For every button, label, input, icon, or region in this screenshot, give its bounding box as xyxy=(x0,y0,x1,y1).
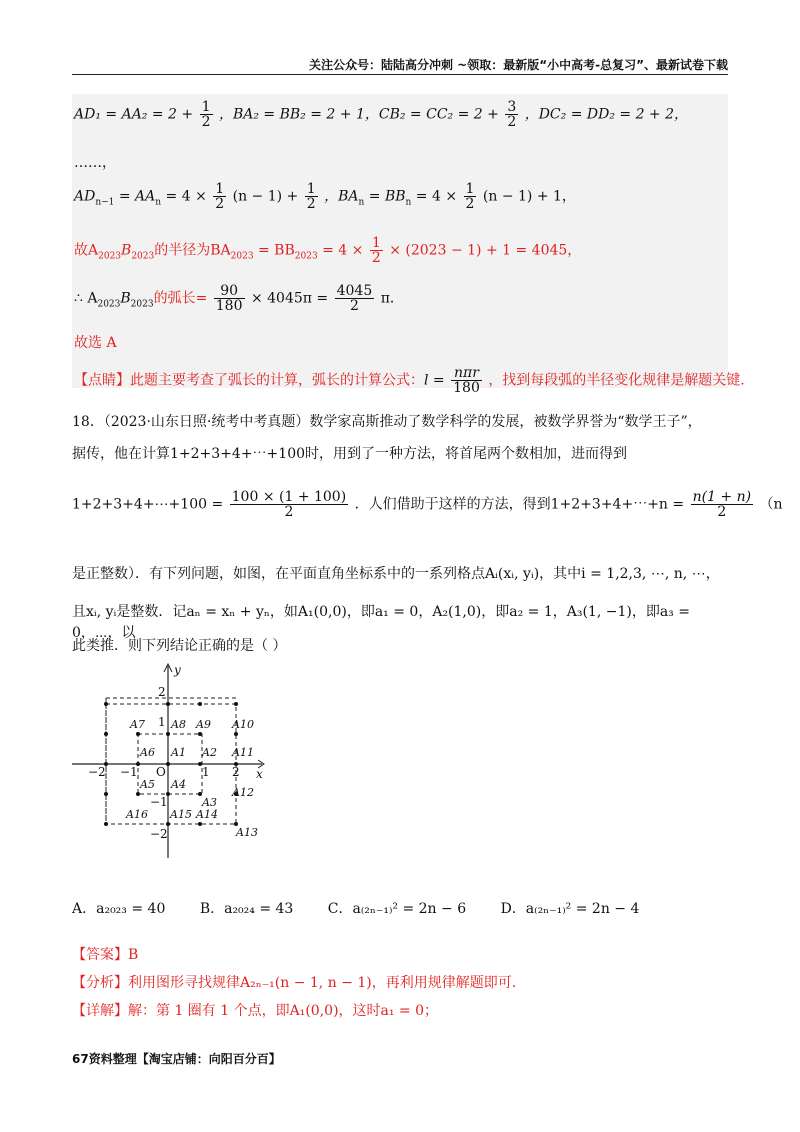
label-a8: A8 xyxy=(171,718,186,731)
solution-dots: ……， xyxy=(74,155,116,171)
tick-x-neg2: −2 xyxy=(88,765,106,779)
tick-y-2: 2 xyxy=(158,685,166,699)
fraction: $\frac{1}{2}$ xyxy=(201,99,211,130)
question-line-1: 18．（2023·山东日照·统考中考真题）数学家高斯推动了数学科学的发展，被数学界誉为“数学王子”， xyxy=(72,414,702,430)
label-a14: A14 xyxy=(196,808,218,821)
label-a16: A16 xyxy=(126,808,148,821)
label-a4: A4 xyxy=(171,778,186,791)
option-d[interactable]: D．a₍₂ₙ₋₁₎² = 2n − 4 xyxy=(500,901,640,917)
fraction: $\frac{1}{2}$ xyxy=(306,181,316,212)
answer-options xyxy=(72,898,669,918)
question-line-3: 1+2+3+4+⋯+100 = $\frac{100 \times (1 + 100)}{2}$ ．人们借助于这样的方法，得到1+2+3+4+⋯+n = $\frac{n(1 + n)}{2}$ （n xyxy=(72,489,783,520)
option-a[interactable]: A．a₂₀₂₃ = 40 xyxy=(72,901,166,917)
fraction: $\frac{1}{2}$ xyxy=(215,181,225,212)
page-number: 67 xyxy=(72,1052,89,1066)
footer-text: 资料整理【淘宝店铺：向阳百分百】 xyxy=(88,1052,281,1066)
option-c[interactable]: C．a₍₂ₙ₋₁₎² = 2n − 6 xyxy=(327,901,467,917)
label-a7: A7 xyxy=(130,718,145,731)
solution-comment: 【点睛】此题主要考查了弧长的计算，弧长的计算公式：l = $\frac{\text{nπr}}{180}$ ，找到每段弧的半径变化规律是解题关键. xyxy=(74,365,745,396)
fraction: $\frac{3}{2}$ xyxy=(507,99,517,130)
label-a5: A5 xyxy=(140,778,155,791)
eq-dc2: ，DC₂ = DD₂ = 2 + 2， xyxy=(524,106,689,123)
analysis-line: 【分析】利用图形寻找规律A₂ₙ₋₁(n − 1, n − 1)，再利用规律解题即可. xyxy=(72,975,517,991)
fraction: $\frac{1}{2}$ xyxy=(465,181,475,212)
solution-line-4: 故$A_{2023}B_{2023}$的半径为$BA_{2023} = BB_{2023} = 4$ × $\frac{1}{2}$ × (2023 − 1) + 1 = 4045， xyxy=(74,235,582,266)
label-a13: A13 xyxy=(236,826,258,839)
detail-line: 【详解】解：第 1 圈有 1 个点，即A₁(0,0)，这时a₁ = 0； xyxy=(72,1003,439,1019)
solution-line-5: ∴ $A_{2023}B_{2023}$的弧长= $\frac{90}{180}$ × 4045π = $\frac{4045}{2}$ π． xyxy=(74,283,404,314)
tick-x-2: 2 xyxy=(232,765,240,779)
solution-line-3: $AD_{n-1} = AA_n = 4$ × $\frac{1}{2}$ (n − 1) + $\frac{1}{2}$ ，$BA_n = BB_n = 4$ × $\frac{1}{2}$ (n − 1) + 1， xyxy=(74,181,576,212)
question-line-2: 据传，他在计算1+2+3+4+⋯+100时，用到了一种方法，将首尾两个数相加，进而得到 xyxy=(72,446,628,462)
label-a2: A2 xyxy=(202,746,217,759)
tick-y-neg1: −1 xyxy=(150,795,168,809)
label-a9: A9 xyxy=(196,718,211,731)
header-divider xyxy=(72,74,728,75)
fraction: $\frac{90}{180}$ xyxy=(215,283,243,314)
question-line-4: 是正整数）．有下列问题，如图，在平面直角坐标系中的一系列格点Aᵢ(xᵢ, yᵢ)，其中i = 1,2,3, ⋯, n, ⋯， xyxy=(72,566,720,582)
x-axis-label: x xyxy=(256,767,263,781)
fraction: $\frac{1}{2}$ xyxy=(371,235,381,266)
fraction: $\frac{4045}{2}$ xyxy=(336,283,373,314)
tick-x-1: 1 xyxy=(202,765,210,779)
fraction: $\frac{100 \times (1 + 100)}{2}$ xyxy=(231,489,347,520)
tick-x-neg1: −1 xyxy=(120,765,138,779)
label-a11: A11 xyxy=(232,746,254,759)
eq-ad1: AD₁ = AA₂ = 2 + xyxy=(74,106,194,123)
tick-y-1: 1 xyxy=(158,715,166,729)
question-line-5: 且xᵢ, yᵢ是整数．记aₙ = xₙ + yₙ，如A₁(0,0)，即a₁ = 0，A₂(1,0)，即a₂ = 1，A₃(1, −1)，即a₃ = 0，⋯，以 xyxy=(72,604,690,641)
lattice-diagram xyxy=(72,660,272,860)
solution-line-1 xyxy=(74,100,688,129)
page-footer xyxy=(72,1050,281,1067)
label-a3: A3 xyxy=(202,796,217,809)
eq-ba2: ，BA₂ = BB₂ = 2 + 1，CB₂ = CC₂ = 2 + xyxy=(218,106,499,123)
question-line-6: 此类推．则下列结论正确的是（ ） xyxy=(72,638,287,654)
label-a1: A1 xyxy=(171,746,186,759)
answer-line: 【答案】B xyxy=(72,947,139,963)
label-a10: A10 xyxy=(232,718,254,731)
label-a12: A12 xyxy=(232,786,254,799)
option-b[interactable]: B．a₂₀₂₄ = 43 xyxy=(199,901,294,917)
fraction: $\frac{\text{nπr}}{180}$ xyxy=(453,365,480,396)
tick-y-neg2: −2 xyxy=(150,827,168,841)
y-axis-label: y xyxy=(174,663,181,677)
fraction: $\frac{n(1 + n)}{2}$ xyxy=(692,489,752,520)
solution-choice: 故选 A xyxy=(74,335,117,351)
label-a15: A15 xyxy=(170,808,192,821)
label-a6: A6 xyxy=(140,746,155,759)
origin-label: O xyxy=(156,765,166,779)
page-header: 关注公众号：陆陆高分冲刺 ~领取：最新版“小中高考-总复习”、最新试卷下载 xyxy=(309,58,728,72)
